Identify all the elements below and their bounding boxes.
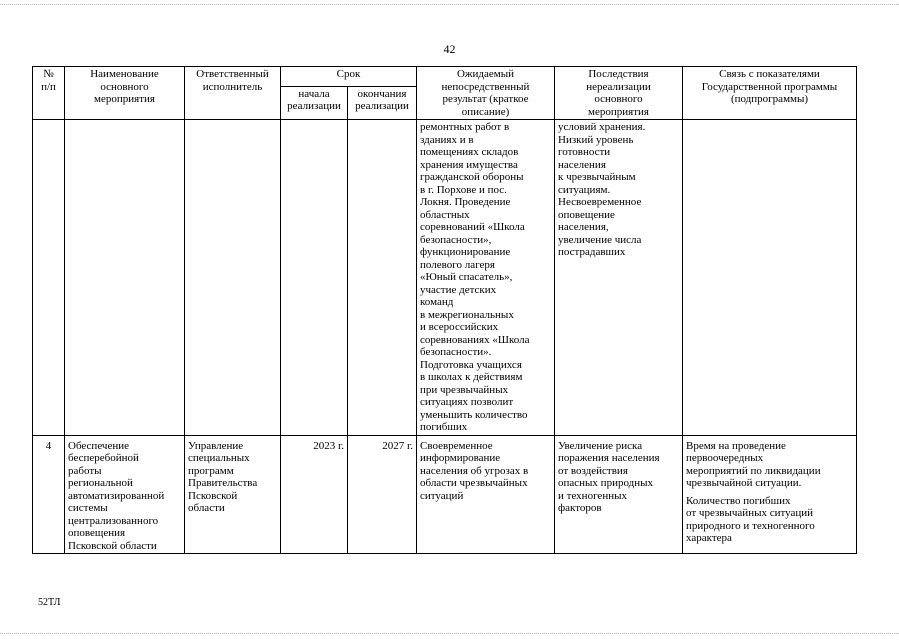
cell-term-end — [348, 120, 417, 436]
program-link-indicator-2: Количество погибших от чрезвычайных ситуаций природного и техногенного характера — [686, 494, 815, 544]
header-row — [33, 67, 857, 87]
cell-program-link — [683, 435, 857, 554]
cell-term-start — [281, 120, 348, 436]
cell-consequences: Увеличение риска поражения населения от воздействия опасных природных и техногенных факторов — [555, 435, 683, 554]
header-activity-name: Наименование основного мероприятия — [65, 67, 185, 120]
footer-code: 52ТЛ — [38, 597, 61, 608]
header-expected-result: Ожидаемый непосредственный результат (краткое описание) — [417, 67, 555, 120]
cell-executor: Управление специальных программ Правительства Псковской области — [185, 435, 281, 554]
cell-term-end: 2027 г. — [348, 435, 417, 554]
page-number: 42 — [443, 42, 456, 56]
cell-executor — [185, 120, 281, 436]
table-row-continued — [33, 120, 857, 436]
cell-activity-name — [65, 120, 185, 436]
header-program-link: Связь с показателями Государственной программы (подпрограммы) — [683, 67, 857, 120]
header-executor: Ответственный исполнитель — [185, 67, 281, 120]
cell-consequences: условий хранения. Низкий уровень готовности населения к чрезвычайным ситуациям. Несвоевременное оповещение населения, увеличение числа пострадавших — [555, 120, 683, 436]
cell-expected-result: Своевременное информирование населения об угрозах в области чрезвычайных ситуаций — [417, 435, 555, 554]
cell-expected-result: ремонтных работ в зданиях и в помещениях складов хранения имущества гражданской обороны в г. Порхове и пос. Локня. Проведение областных соревнований «Школа безопасности», функционирование полевого лагеря «Юный спасатель», участие детских команд в межрегиональных и всероссийских соревнованиях «Школа безопасности». Подготовка учащихся в школах к действиям при чрезвычайных ситуациях позволит уменьшить количество погибших — [417, 120, 555, 436]
activities-table — [32, 66, 857, 554]
program-link-indicator-1: Время на проведение первоочередных мероприятий по ликвидации чрезвычайной ситуации. — [686, 439, 821, 489]
cell-number: 4 — [33, 435, 65, 554]
cell-number — [33, 120, 65, 436]
header-term-end: окончания реализации — [348, 86, 417, 119]
scan-bottom-edge — [0, 633, 899, 634]
header-term: Срок — [281, 67, 417, 87]
cell-term-start: 2023 г. — [281, 435, 348, 554]
header-number: № п/п — [33, 67, 65, 120]
cell-activity-name: Обеспечение бесперебойной работы региональной автоматизированной системы централизованного оповещения Псковской области — [65, 435, 185, 554]
header-consequences: Последствия нереализации основного мероприятия — [555, 67, 683, 120]
scan-top-edge — [0, 4, 899, 5]
cell-program-link — [683, 120, 857, 436]
table-row-4 — [33, 435, 857, 554]
header-term-start: начала реализации — [281, 86, 348, 119]
